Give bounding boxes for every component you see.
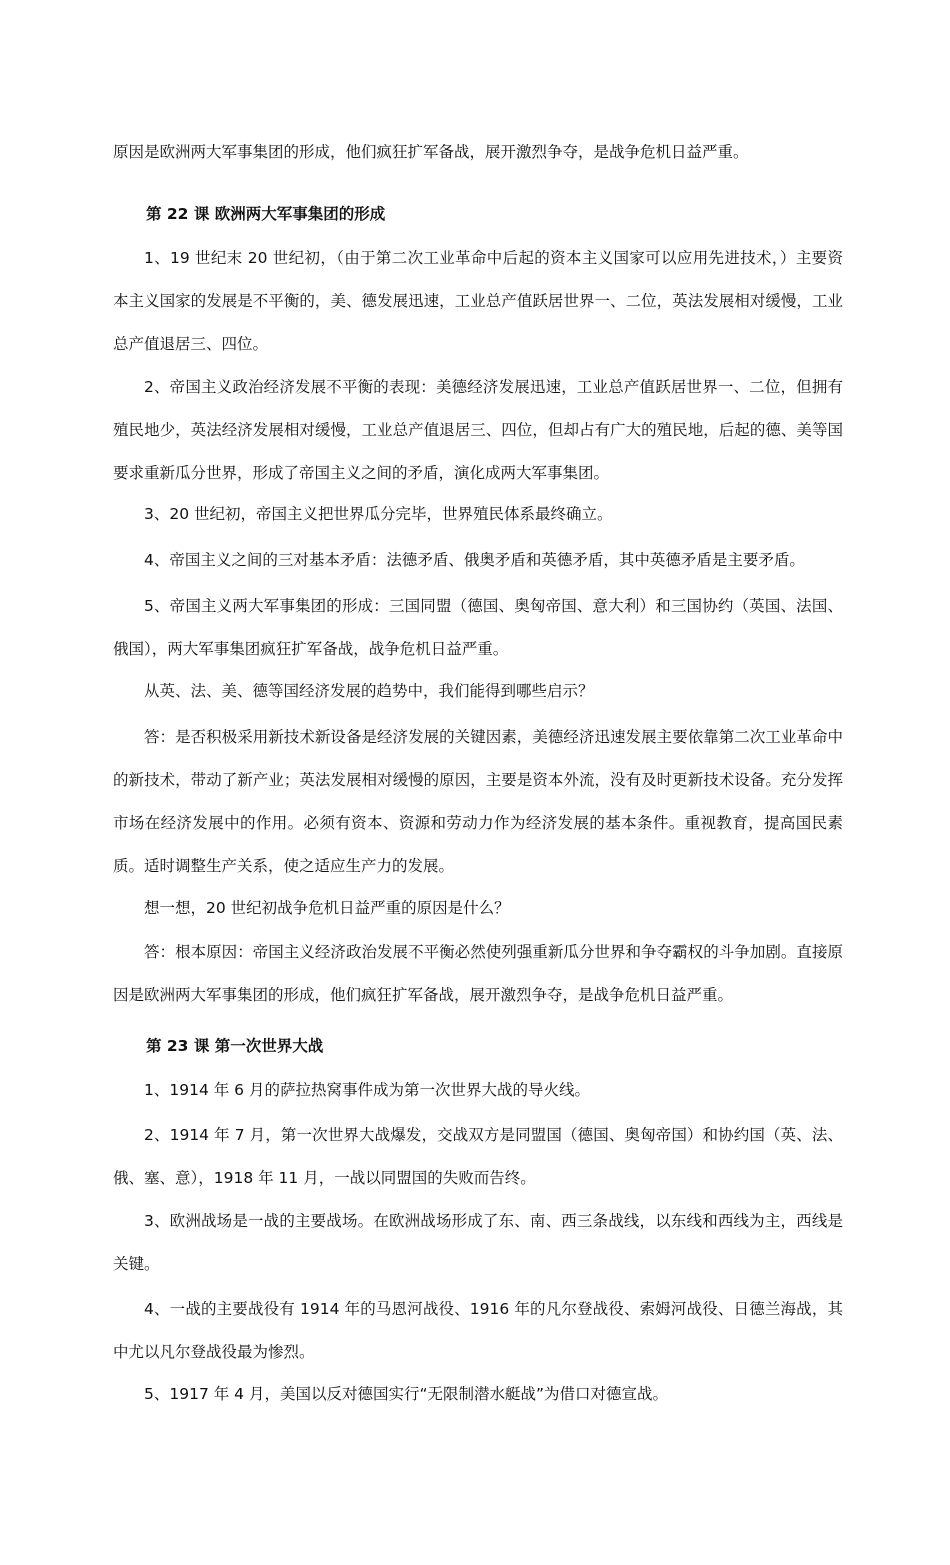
intro-line: 原因是欧洲两大军事集团的形成，他们疯狂扩军备战，展开激烈争夺，是战争危机日益严重。 (113, 143, 749, 161)
lesson-22-point-1: 1、19 世纪末 20 世纪初，（由于第二次工业革命中后起的资本主义国家可以应用先进技术，）主要资本主义国家的发展是不平衡的，美、德发展迅速，工业总产值跃居世界一、二位，英法发展相对缓慢，工业总产值退居三、四位。 (113, 249, 843, 353)
lesson-22-point-4: 4、帝国主义之间的三对基本矛盾：法德矛盾、俄奥矛盾和英德矛盾，其中英德矛盾是主要矛盾。 (144, 551, 805, 569)
lesson-23-point-3: 3、欧洲战场是一战的主要战场。在欧洲战场形成了东、南、西三条战线，以东线和西线为主，西线是关键。 (113, 1212, 843, 1273)
lesson-22-point-2: 2、帝国主义政治经济发展不平衡的表现：美德经济发展迅速，工业总产值跃居世界一、二位，但拥有殖民地少，英法经济发展相对缓慢，工业总产值退居三、四位，但却占有广大的殖民地，后起的德、美等国要求重新瓜分世界，形成了帝国主义之间的矛盾，演化成两大军事集团。 (113, 378, 843, 482)
lesson-22-point-5: 5、帝国主义两大军事集团的形成：三国同盟（德国、奥匈帝国、意大利）和三国协约（英国、法国、俄国），两大军事集团疯狂扩军备战，战争危机日益严重。 (113, 597, 843, 658)
lesson-23-point-1: 1、1914 年 6 月的萨拉热窝事件成为第一次世界大战的导火线。 (144, 1081, 590, 1099)
lesson-23-point-5: 5、1917 年 4 月，美国以反对德国实行“无限制潜水艇战”为借口对德宣战。 (144, 1385, 669, 1403)
lesson-22-answer-2: 答：根本原因：帝国主义经济政治发展不平衡必然使列强重新瓜分世界和争夺霸权的斗争加剧。直接原因是欧洲两大军事集团的形成，他们疯狂扩军备战，展开激烈争夺，是战争危机日益严重。 (113, 943, 843, 1004)
lesson-23-point-4: 4、一战的主要战役有 1914 年的马恩河战役、1916 年的凡尔登战役、索姆河战役、日德兰海战，其中尤以凡尔登战役最为惨烈。 (113, 1300, 843, 1361)
lesson-23-title: 第 23 课 第一次世界大战 (146, 1037, 324, 1055)
lesson-22-point-3: 3、20 世纪初，帝国主义把世界瓜分完毕，世界殖民体系最终确立。 (144, 505, 613, 523)
lesson-22-question-1: 从英、法、美、德等国经济发展的趋势中，我们能得到哪些启示？ (144, 682, 594, 700)
lesson-22-answer-1: 答：是否积极采用新技术新设备是经济发展的关键因素，美德经济迅速发展主要依靠第二次工业革命中的新技术，带动了新产业；英法发展相对缓慢的原因，主要是资本外流，没有及时更新技术设备。充分发挥市场在经济发展中的作用。必须有资本、资源和劳动力作为经济发展的基本条件。重视教育，提高国民素质。适时调整生产关系，使之适应生产力的发展。 (113, 728, 843, 875)
lesson-22-question-2: 想一想，20 世纪初战争危机日益严重的原因是什么？ (144, 899, 510, 917)
lesson-22-title: 第 22 课 欧洲两大军事集团的形成 (146, 205, 386, 223)
lesson-23-point-2: 2、1914 年 7 月，第一次世界大战爆发，交战双方是同盟国（德国、奥匈帝国）和协约国（英、法、俄、塞、意），1918 年 11 月，一战以同盟国的失败而告终。 (113, 1126, 843, 1187)
